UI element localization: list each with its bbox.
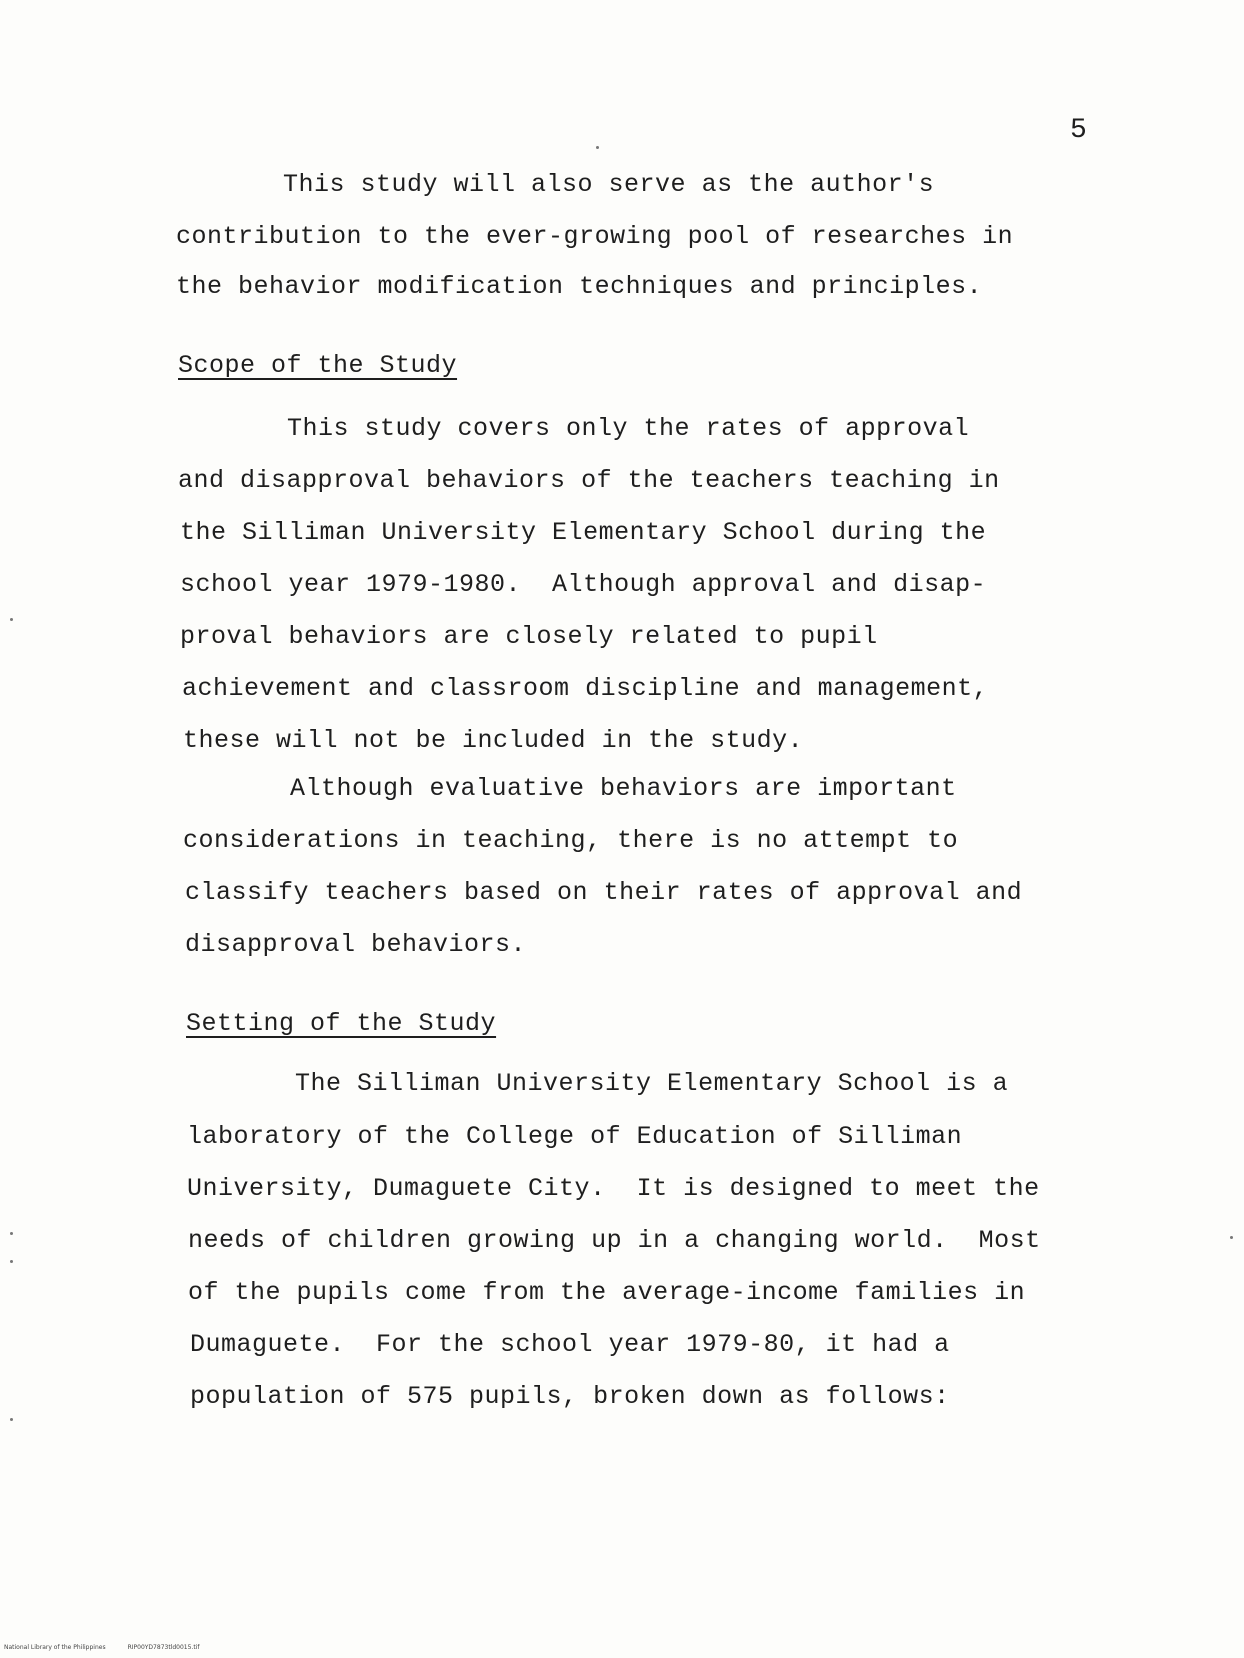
section-heading-setting: Setting of the Study bbox=[186, 1009, 497, 1038]
paragraph-line: the Silliman University Elementary School during the bbox=[180, 518, 987, 547]
paragraph-line: Although evaluative behaviors are important bbox=[290, 774, 957, 803]
paragraph-line: The Silliman University Elementary School is a bbox=[295, 1069, 1009, 1098]
paragraph-line: population of 575 pupils, broken down as follows: bbox=[190, 1382, 950, 1411]
paragraph-line: these will not be included in the study. bbox=[183, 726, 804, 755]
scan-speck bbox=[10, 618, 13, 621]
paragraph-line: the behavior modification techniques and principles. bbox=[176, 272, 983, 301]
scan-speck bbox=[10, 1260, 13, 1263]
paragraph-line: school year 1979-1980. Although approval and disap- bbox=[180, 570, 987, 599]
paragraph-line: Dumaguete. For the school year 1979-80, it had a bbox=[190, 1330, 950, 1359]
paragraph-line: University, Dumaguete City. It is designed to meet the bbox=[187, 1174, 1040, 1203]
paragraph-line: and disapproval behaviors of the teachers teaching in bbox=[178, 466, 1000, 495]
scan-speck bbox=[10, 1418, 13, 1421]
scan-speck bbox=[596, 146, 599, 149]
paragraph-line: disapproval behaviors. bbox=[185, 930, 527, 959]
scan-footer bbox=[4, 1644, 199, 1651]
section-heading-scope: Scope of the Study bbox=[178, 351, 458, 380]
paragraph-line: achievement and classroom discipline and management, bbox=[182, 674, 989, 703]
scan-speck bbox=[10, 1232, 13, 1235]
footer-library: National Library of the Philippines bbox=[4, 1644, 106, 1651]
page-number: 5 bbox=[1070, 115, 1088, 146]
paragraph-line: contribution to the ever-growing pool of researches in bbox=[176, 222, 1014, 251]
footer-file: RIP00YD7873tld0015.tif bbox=[127, 1644, 200, 1651]
paragraph-line: proval behaviors are closely related to pupil bbox=[180, 622, 878, 651]
paragraph-line: needs of children growing up in a changing world. Most bbox=[188, 1226, 1041, 1255]
scan-speck bbox=[1230, 1236, 1233, 1239]
paragraph-line: considerations in teaching, there is no attempt to bbox=[183, 826, 959, 855]
paragraph-line: classify teachers based on their rates of approval and bbox=[185, 878, 1023, 907]
paragraph-line: laboratory of the College of Education of Silliman bbox=[187, 1122, 963, 1151]
paragraph-line: This study covers only the rates of approval bbox=[287, 414, 970, 443]
paragraph-line: This study will also serve as the author's bbox=[283, 170, 935, 199]
paragraph-line: of the pupils come from the average-income families in bbox=[188, 1278, 1026, 1307]
